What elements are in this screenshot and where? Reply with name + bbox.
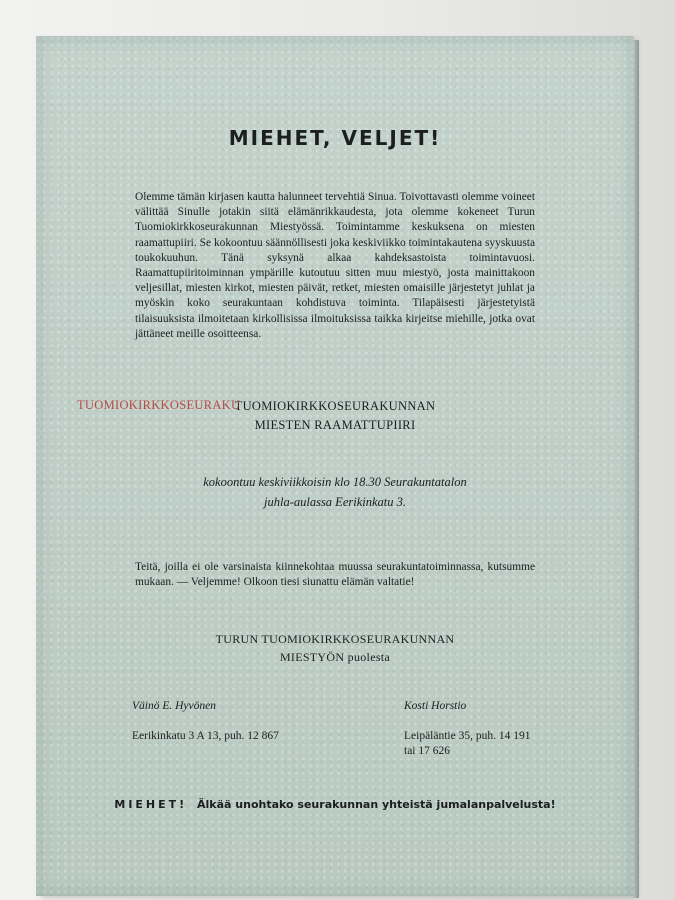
sender-line1: TURUN TUOMIOKIRKKOSEURAKUNNAN bbox=[215, 632, 455, 646]
intro-paragraph bbox=[135, 190, 535, 342]
organization-line1-wrap bbox=[36, 397, 634, 416]
sender-line2-rest: puolesta bbox=[347, 650, 391, 664]
cover-heading: MIEHET, VELJET! bbox=[228, 126, 442, 150]
organization-line1: TUOMIOKIRKKOSEURAKUNNAN bbox=[234, 399, 436, 413]
sender-line2-caps: MIESTYÖN bbox=[279, 650, 345, 664]
invitation-paragraph-text: Teitä, joilla ei ole varsinaista kiinnekohtaa muussa seurakuntatoiminnassa, kutsumme mukaan. — Veljemme! Olkoon tiesi siunattu elämän valtatie! bbox=[135, 561, 535, 589]
red-overprint-stamp: TUOMIOKIRKKOSEURAKU bbox=[77, 398, 241, 412]
footer-slogan bbox=[36, 798, 634, 811]
organization-block bbox=[36, 397, 634, 435]
footer-lead: MIEHET! bbox=[114, 798, 188, 811]
book-back-cover bbox=[36, 36, 634, 896]
signatory-name: Väinö E. Hyvönen bbox=[132, 700, 216, 712]
sender-line2 bbox=[36, 648, 634, 666]
meeting-line2: juhla-aulassa Eerikinkatu 3. bbox=[264, 495, 406, 509]
meeting-info bbox=[36, 472, 634, 512]
intro-paragraph-text: Olemme tämän kirjasen kautta halunneet tervehtiä Sinua. Toivottavasti olemme voineet välittää Sinulle jotakin siitä elämänrikkaudesta, jota olemme kokeneet Turun Tuomiokirkkoseurakunnan Miestyössä. Toimintamme keskuksena on miesten raamattupiiri. Se kokoontuu säännöllisesti joka keskiviikko toimintakautena syyskuusta toukokuuhun. Tänä syksynä alkaa kahdeksastoista toimintavuosi. Raamattupiiritoiminnan ympärille kutoutuu sitten muu miestyö, josta mainittakoon veljesillat, miesten kirkot, miesten päivät, retket, miesten omaisille järjestetyt juhlat ja myöskin koko seurakuntaan kohdistuva toiminta. Tilapäisesti järjestetyistä tilaisuuksista ilmoitetaan kirkollisissa ilmoituksissa taikka kirjeitse miehille, jotka ovat jättäneet meille osoitteensa. bbox=[135, 191, 535, 340]
signatory-address: Eerikinkatu 3 A 13, puh. 12 867 bbox=[132, 730, 279, 742]
meeting-line1: kokoontuu keskiviikkoisin klo 18.30 Seurakuntatalon bbox=[203, 475, 467, 489]
signatory-name: Kosti Horstio bbox=[404, 700, 467, 712]
sender-block bbox=[36, 630, 634, 666]
signatory-address: Leipäläntie 35, puh. 14 191 bbox=[404, 730, 531, 742]
footer-rest: Älkää unohtako seurakunnan yhteistä jumalanpalvelusta! bbox=[197, 798, 556, 811]
organization-line2: MIESTEN RAAMATTUPIIRI bbox=[254, 418, 416, 432]
invitation-paragraph bbox=[135, 560, 535, 590]
signatory-address-extra: tai 17 626 bbox=[404, 745, 450, 757]
